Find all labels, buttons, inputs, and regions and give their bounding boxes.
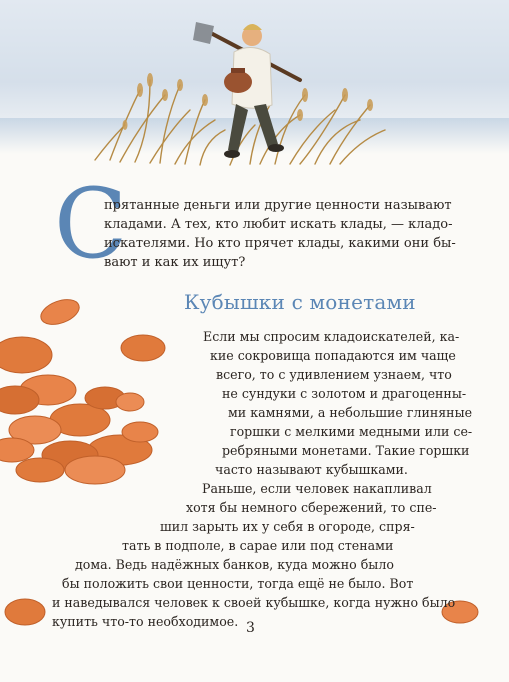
body-line: часто называют кубышками. [215,462,408,477]
intro-line: прятанные деньги или другие ценности называют [104,198,452,213]
section-heading: Кубышки с монетами [184,290,416,314]
body-line: не сундуки с золотом и драгоценны- [222,386,467,401]
page-number: 3 [246,620,255,636]
body-line: тать в подполе, в сарае или под стенами [122,538,394,553]
body-line: Если мы спросим кладоискателей, ка- [203,329,460,344]
body-line: хотя бы немного сбережений, то спе- [186,500,437,515]
drop-cap-letter: С [54,168,128,280]
body-line: и наведывался человек к своей кубышке, когда нужно было [52,595,456,610]
body-line: горшки с мелкими медными или се- [230,424,473,439]
body-line: ребряными монетами. Такие горшки [222,443,470,458]
man-with-shovel-illustration [193,22,300,158]
body-line: Раньше, если человек накапливал [202,481,432,496]
intro-line: искателями. Но кто прячет клады, какими они бы- [104,236,456,251]
body-line: ми камнями, а небольшие глиняные [228,405,473,420]
intro-line: кладами. А тех, кто любит искать клады, — кладо- [104,217,453,232]
body-line: всего, то с удивлением узнаем, что [216,367,452,382]
body-line: шил зарыть их у себя в огороде, спря- [160,519,415,534]
body-line: купить что-то необходимое. [52,614,239,629]
body-line: бы положить свои ценности, тогда ещё не было. Вот [62,576,414,591]
body-line: кие сокровища попадаются им чаще [210,348,456,363]
body-line: дома. Ведь надёжных банков, куда можно было [75,557,394,572]
intro-line: вают и как их ищут? [104,255,246,270]
